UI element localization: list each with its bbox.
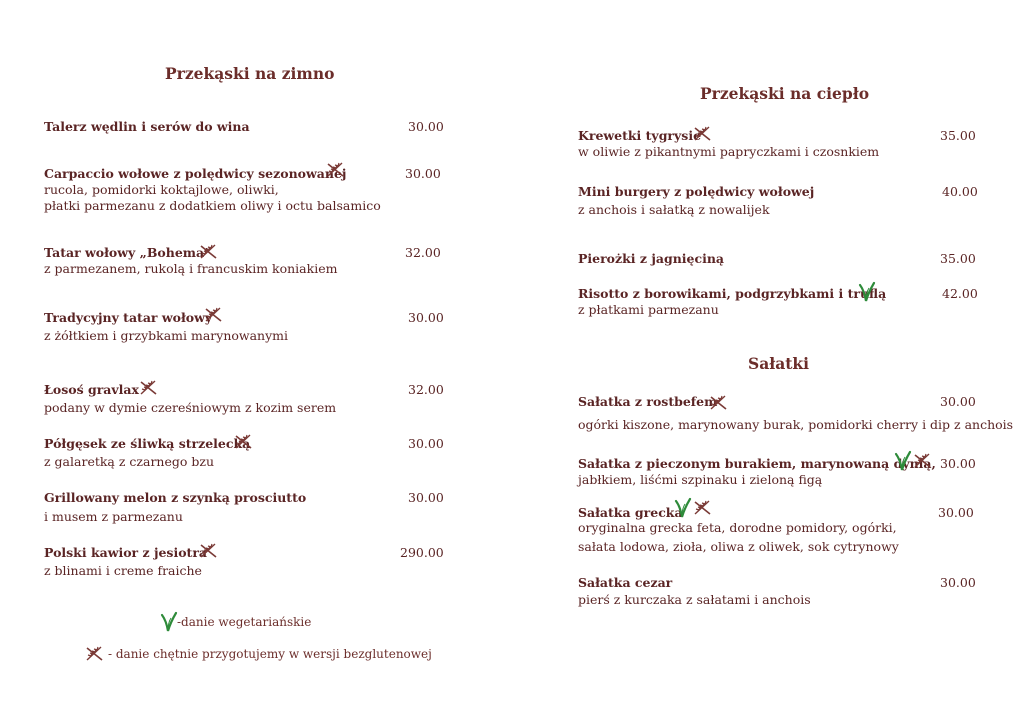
menu-item-price: 35.00 bbox=[940, 128, 976, 143]
menu-item-description: z blinami i creme fraiche bbox=[44, 563, 202, 578]
menu-item-price: 40.00 bbox=[942, 184, 978, 199]
menu-item-name: Risotto z borowikami, podgrzybkami i truflą bbox=[578, 286, 887, 301]
legend-vegetarian: -danie wegetariańskie bbox=[177, 615, 312, 629]
menu-item-description: z galaretką z czarnego bzu bbox=[44, 454, 215, 469]
menu-item-description: z anchois i sałatką z nowalijek bbox=[578, 202, 770, 217]
crossed-wheat-icon bbox=[692, 124, 714, 146]
menu-item-price: 30.00 bbox=[940, 394, 976, 409]
menu-item-name: Sałatka grecka bbox=[578, 505, 683, 520]
menu-item-name: Sałatka cezar bbox=[578, 575, 673, 590]
menu-item-name: Sałatka z pieczonym burakiem, marynowaną dynią, bbox=[578, 456, 936, 471]
menu-item-price: 30.00 bbox=[408, 490, 444, 505]
crossed-wheat-icon bbox=[325, 160, 347, 182]
legend-gluten-free: - danie chętnie przygotujemy w wersji bezglutenowej bbox=[108, 647, 432, 661]
menu-item-price: 30.00 bbox=[408, 310, 444, 325]
menu-item-description: płatki parmezanu z dodatkiem oliwy i octu balsamico bbox=[44, 198, 381, 213]
menu-item-price: 32.00 bbox=[408, 382, 444, 397]
menu-item-name: Mini burgery z polędwicy wołowej bbox=[578, 184, 815, 199]
menu-item-price: 30.00 bbox=[405, 166, 441, 181]
menu-item-description: z parmezanem, rukolą i francuskim koniakiem bbox=[44, 261, 338, 276]
menu-item-name: Sałatka z rostbefem bbox=[578, 394, 718, 409]
section-title-cold-starters: Przekąski na zimno bbox=[165, 64, 335, 83]
crossed-wheat-icon bbox=[84, 644, 106, 666]
menu-item-name: Pierożki z jagnięciną bbox=[578, 251, 725, 266]
menu-item-description: jabłkiem, liśćmi szpinaku i zieloną figą bbox=[578, 472, 823, 487]
menu-item-price: 32.00 bbox=[405, 245, 441, 260]
menu-item-description: rucola, pomidorki koktajlowe, oliwki, bbox=[44, 182, 279, 197]
menu-item-description: pierś z kurczaka z sałatami i anchois bbox=[578, 592, 811, 607]
menu-item-name: Tradycyjny tatar wołowy bbox=[44, 310, 213, 325]
menu-item-name: Łosoś gravlax bbox=[44, 382, 139, 397]
crossed-wheat-icon bbox=[198, 541, 220, 563]
menu-item-price: 30.00 bbox=[940, 575, 976, 590]
menu-item-name: Polski kawior z jesiotra bbox=[44, 545, 208, 560]
menu-item-name: Krewetki tygrysie bbox=[578, 128, 702, 143]
menu-item-description: oryginalna grecka feta, dorodne pomidory, ogórki, bbox=[578, 520, 897, 535]
menu-item-price: 290.00 bbox=[400, 545, 444, 560]
menu-item-price: 30.00 bbox=[940, 456, 976, 471]
leaf-v-icon bbox=[858, 281, 876, 307]
crossed-wheat-icon bbox=[692, 498, 714, 520]
menu-item-name: Grillowany melon z szynką prosciutto bbox=[44, 490, 307, 505]
menu-item-name: Tatar wołowy „Bohema” bbox=[44, 245, 212, 260]
menu-item-name: Carpaccio wołowe z polędwicy sezonowanej bbox=[44, 166, 347, 181]
leaf-v-icon bbox=[160, 611, 178, 637]
menu-item-price: 35.00 bbox=[940, 251, 976, 266]
menu-item-price: 30.00 bbox=[938, 505, 974, 520]
section-title-hot-starters: Przekąski na ciepło bbox=[700, 84, 870, 103]
crossed-wheat-icon bbox=[138, 378, 160, 400]
crossed-wheat-icon bbox=[203, 305, 225, 327]
menu-item-description: z płatkami parmezanu bbox=[578, 302, 719, 317]
menu-item-name: Talerz wędlin i serów do wina bbox=[44, 119, 250, 134]
crossed-wheat-icon bbox=[708, 393, 730, 415]
section-title-salads: Sałatki bbox=[748, 354, 810, 373]
menu-item-description: ogórki kiszone, marynowany burak, pomidorki cherry i dip z anchois bbox=[578, 417, 1014, 432]
menu-item-name: Półgęsek ze śliwką strzelecką bbox=[44, 436, 251, 451]
crossed-wheat-icon bbox=[233, 432, 255, 454]
menu-item-price: 42.00 bbox=[942, 286, 978, 301]
menu-item-description: i musem z parmezanu bbox=[44, 509, 183, 524]
menu-item-description: podany w dymie czereśniowym z kozim serem bbox=[44, 400, 337, 415]
leaf-v-icon bbox=[894, 450, 912, 476]
crossed-wheat-icon bbox=[912, 451, 934, 473]
menu-item-description: sałata lodowa, zioła, oliwa z oliwek, sok cytrynowy bbox=[578, 539, 899, 554]
menu-item-price: 30.00 bbox=[408, 436, 444, 451]
menu-item-price: 30.00 bbox=[408, 119, 444, 134]
menu-item-description: z żółtkiem i grzybkami marynowanymi bbox=[44, 328, 289, 343]
menu-item-description: w oliwie z pikantnymi papryczkami i czosnkiem bbox=[578, 144, 880, 159]
